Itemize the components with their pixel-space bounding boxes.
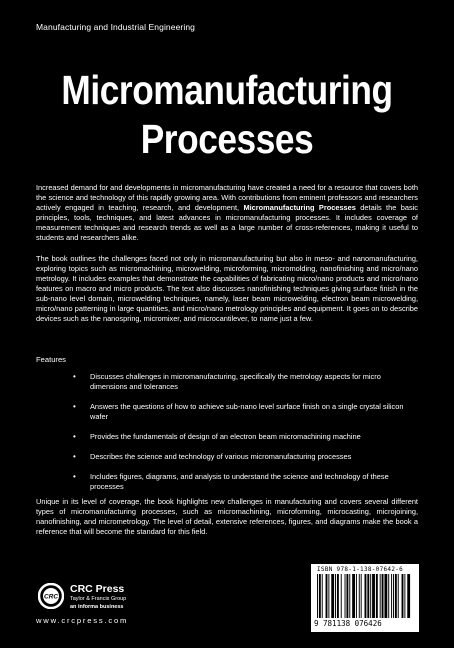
publisher-business: an informa business xyxy=(70,604,124,610)
bullet-icon: • xyxy=(73,402,76,411)
feature-text: Provides the fundamentals of design of an electron beam micromachining machine xyxy=(90,432,361,441)
isbn-label: ISBN 978-1-138-07642-6 xyxy=(317,566,404,573)
intro-text-after: details the basic principles, tools, techniques, and latest advances in micromanufacturing processes. It includes coverage of measurement techniques and research trends as well as a large number of cross-references, making it useful to students and researchers alike. xyxy=(36,203,418,242)
bullet-icon: • xyxy=(73,372,76,381)
publisher-logo xyxy=(36,580,176,620)
barcode-bars xyxy=(315,574,415,618)
publisher-group: Taylor & Francis Group xyxy=(70,596,127,602)
closing-paragraph: Unique in its level of coverage, the book highlights new challenges in manufacturing and covers several different types of micromanufacturing processes, such as micromachining, microforming, microcasting, microjoining, nanofinishing, and micrometrology. The level of detail, extensive references, figures, and diagrams make the book a reference that will become the standard for this field. xyxy=(36,497,418,536)
feature-item xyxy=(36,372,418,392)
bullet-icon: • xyxy=(73,472,76,481)
features-list xyxy=(36,372,418,502)
feature-text: Answers the questions of how to achieve sub-nano level surface finish on a single crystal silicon wafer xyxy=(90,402,404,421)
intro-text-before: Increased demand for and developments in micromanufacturing have created a need for a resource that covers both the science and technology of this rapidly growing area. With contributions from eminent professors and researchers actively engaged in teaching, research, and development, xyxy=(36,183,418,212)
outline-paragraph: The book outlines the challenges faced not only in micromanufacturing but also in meso- and nanomanufacturing, exploring topics such as micromachining, microwelding, microforming, micromolding, nanofinishing and micro/nano metrology. It includes examples that demonstrate the capabilities of fabricating micro/nano products and micro/nano features on macro and micro products. The text also discusses nanofinishing techniques giving surface finish in the sub-nano level domain, microwelding techniques, namely, laser beam microwelding, electron beam microwelding, micro/nano patterning in large quantities, and micro/nano metrology principles and equipment. It goes on to describe devices such as the nanospring, micromixer, and microcantilever, to name just a few. xyxy=(36,254,418,323)
barcode-digits: 9 781138 076426 xyxy=(314,619,382,628)
publisher-name: CRC Press xyxy=(70,583,125,595)
bullet-icon: • xyxy=(73,452,76,461)
feature-text: Includes figures, diagrams, and analysis to understand the science and technology of these processes xyxy=(90,472,389,491)
feature-text: Discusses challenges in micromanufacturing, specifically the metrology aspects for micro dimensions and tolerances xyxy=(90,372,381,391)
publisher-url[interactable]: www.crcpress.com xyxy=(36,616,129,625)
feature-item xyxy=(36,472,418,492)
features-heading: Features xyxy=(36,355,66,364)
feature-item xyxy=(36,402,418,422)
intro-bold-title: Micromanufacturing Processes xyxy=(243,203,356,212)
feature-item xyxy=(36,452,418,462)
isbn-barcode xyxy=(311,564,419,632)
logo-mark-text: CRC xyxy=(43,593,59,601)
crc-logo-icon xyxy=(38,583,64,609)
book-title-line1: Micromanufacturing xyxy=(61,67,393,113)
feature-item xyxy=(36,432,418,442)
series-name: Manufacturing and Industrial Engineering xyxy=(36,22,195,32)
feature-text: Describes the science and technology of various micromanufacturing processes xyxy=(90,452,352,461)
bullet-icon: • xyxy=(73,432,76,441)
intro-paragraph xyxy=(36,183,418,243)
book-title-line2: Processes xyxy=(140,116,314,162)
